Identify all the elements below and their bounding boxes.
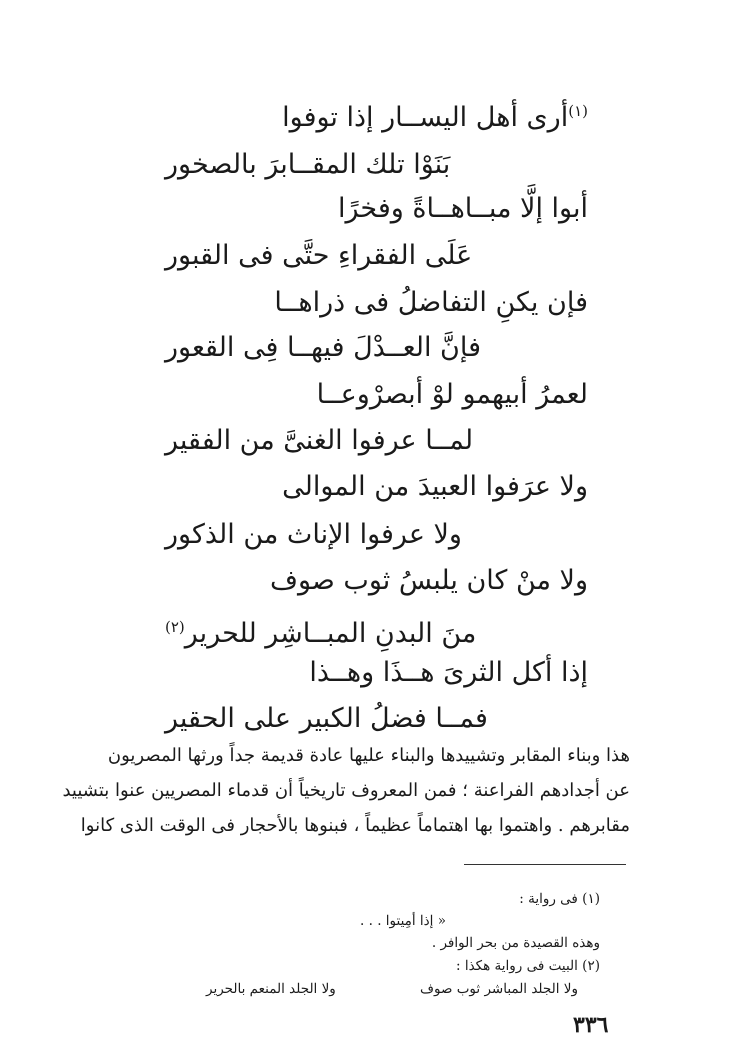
footnote-1-variant: « إذا أمِيتوا . . . [360,913,446,929]
footnote-mark-1: (١) [568,102,588,120]
footnote-2-second-hemistich: ولا الجلد المنعم بالحرير [206,981,336,997]
footnote-2-label: (٢) البيت فى رواية هكذا : [456,958,600,974]
commentary-line-1: هذا وبناء المقابر وتشييدها والبناء عليها عادة قديمة جداً ورثها المصريون [107,745,630,766]
footnote-2-first-hemistich: ولا الجلد المباشر ثوب صوف [419,981,578,997]
poem-line-3: أبوا إلَّا مبــاهــاةً وفخرًا [338,193,588,224]
footnote-mark-2: (٢) [165,618,185,636]
poem-line-14: فمــا فضلُ الكبير على الحقير [165,703,488,734]
page-number: ٣٣٦ [573,1012,609,1038]
poem-line-2: بَنَوْا تلك المقــابرَ بالصخور [165,149,451,180]
poem-line-13: إذا أكل الثرىَ هــذَا وهــذا [309,657,588,688]
commentary-line-2: عن أجدادهم الفراعنة ؛ فمن المعروف تاريخياً أن قدماء المصريين عنوا بتشييد [62,780,630,801]
poem-line-1: $^{(١)}$أرى أهل اليســار إذا توفوا [282,102,588,133]
poem-line-11: ولا منْ كان يلبسُ ثوب صوف [269,565,588,596]
poem-line-4: عَلَى الفقراءِ حتَّى فى القبور [165,240,473,271]
poem-line-10: ولا عرفوا الإناث من الذكور [165,519,462,550]
poem-line-5: فإن يكنِ التفاضلُ فى ذراهــا [274,287,588,318]
poem-line-6: فإنَّ العــدْلَ فيهــا فِى القعور [165,332,482,363]
footnote-divider [464,864,626,865]
poem-line-8: لمــا عرفوا الغنىَّ من الفقير [165,425,474,456]
poem-line-7: لعمرُ أبيهمو لوْ أبصرْوعــا [316,379,588,410]
footnote-1-label: (١) فى رواية : [519,891,600,907]
commentary-line-3: مقابرهم . واهتموا بها اهتماماً عظيماً ، فبنوها بالأحجار فى الوقت الذى كانوا [80,815,630,836]
commentary-paragraph [62,738,630,843]
poem-line-12: منَ البدنِ المبــاشِر للحرير$^{(٢)}$ [165,618,477,649]
poem-line-9: ولا عرَفوا العبيدَ من الموالى [282,471,588,502]
footnote-1-meter: وهذه القصيدة من بحر الوافر . [431,935,600,951]
